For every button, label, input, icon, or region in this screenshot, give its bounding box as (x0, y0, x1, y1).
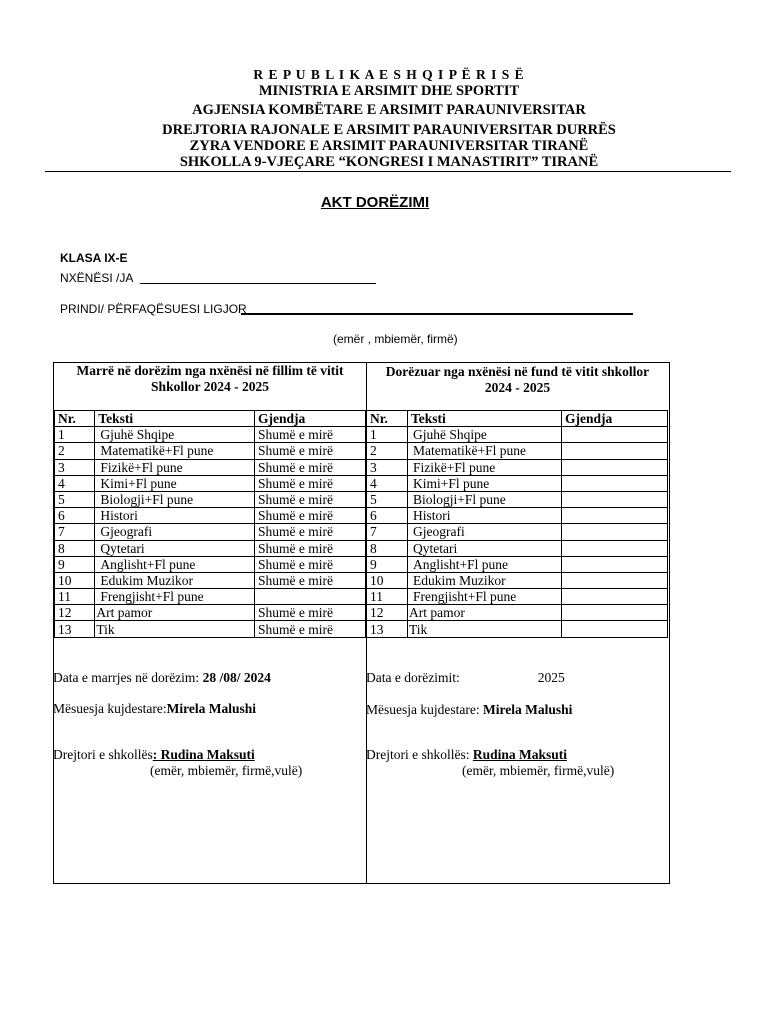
table-row (55, 556, 366, 572)
table-row (55, 427, 366, 443)
row-nr: 12 (367, 605, 408, 621)
row-text: Biologji+Fl pune (408, 491, 562, 507)
row-nr: 2 (55, 443, 95, 459)
col-state-header: Gjendja (562, 411, 668, 427)
table-row (55, 605, 366, 621)
row-state: Shumë e mirë (255, 459, 366, 475)
table-header-row (367, 411, 668, 427)
table-row (55, 459, 366, 475)
received-heading-line2: Shkollor 2024 - 2025 (151, 379, 269, 394)
returned-sign-hint: (emër, mbiemër, firmë,vulë) (462, 763, 615, 778)
row-text: Gjeografi (408, 524, 562, 540)
row-text: Edukim Muzikor (95, 572, 255, 588)
header-school: SHKOLLA 9-VJEÇARE “KONGRESI I MANASTIRIT” TIRANË (179, 154, 599, 170)
row-text: Fizikë+Fl pune (95, 459, 255, 475)
received-column (54, 363, 367, 883)
parent-name-field[interactable] (241, 313, 633, 315)
returned-column (366, 363, 669, 883)
row-state: Shumë e mirë (255, 443, 366, 459)
received-date-label: Data e marrjes në dorëzim: (53, 670, 203, 685)
returned-heading-line1: Dorëzuar nga nxënësi në fund të vitit shkollor (385, 364, 650, 379)
header-directorate: DREJTORIA RAJONALE E ARSIMIT PARAUNIVERSITAR DURRËS (162, 122, 616, 138)
col-nr-header: Nr. (367, 411, 408, 427)
returned-date-label: Data e dorëzimit: (366, 670, 460, 685)
row-nr: 8 (55, 540, 95, 556)
row-state[interactable] (562, 443, 668, 459)
row-text: Art pamor (95, 605, 255, 621)
received-date-value: 28 /08/ 2024 (202, 670, 271, 685)
received-date (53, 670, 271, 686)
table-row (55, 508, 366, 524)
table-row (55, 589, 366, 605)
received-sign-hint: (emër, mbiemër, firmë,vulë) (150, 763, 303, 778)
row-nr: 11 (367, 589, 408, 605)
row-text: Kimi+Fl pune (408, 475, 562, 491)
table-row (367, 508, 668, 524)
returned-director-label: Drejtori e shkollës: (366, 747, 473, 762)
row-text: Matematikë+Fl pune (408, 443, 562, 459)
row-nr: 5 (367, 491, 408, 507)
header-ministry: MINISTRIA E ARSIMIT DHE SPORTIT (258, 83, 520, 99)
row-text: Histori (408, 508, 562, 524)
row-state[interactable] (562, 621, 668, 637)
table-row (367, 427, 668, 443)
row-nr: 2 (367, 443, 408, 459)
row-nr: 11 (55, 589, 95, 605)
table-row (367, 621, 668, 637)
handover-box (53, 362, 670, 884)
received-teacher (53, 701, 256, 717)
header-office: ZYRA VENDORE E ARSIMIT PARAUNIVERSITAR TIRANË (189, 138, 589, 154)
table-header-row (55, 411, 366, 427)
table-row (55, 491, 366, 507)
table-row (55, 540, 366, 556)
col-text-header: Tekstі (95, 411, 255, 427)
table-row (367, 459, 668, 475)
row-text: Biologji+Fl pune (95, 491, 255, 507)
row-state: Shumë e mirë (255, 540, 366, 556)
row-state: Shumë e mirë (255, 572, 366, 588)
row-nr: 8 (367, 540, 408, 556)
received-director-name: : Rudina Maksuti (152, 747, 255, 762)
table-row (367, 475, 668, 491)
row-nr: 3 (367, 459, 408, 475)
table-row (55, 443, 366, 459)
row-text: Matematikë+Fl pune (95, 443, 255, 459)
row-text: Anglisht+Fl pune (95, 556, 255, 572)
row-nr: 9 (55, 556, 95, 572)
row-state[interactable] (562, 459, 668, 475)
col-state-header: Gjendja (255, 411, 366, 427)
row-text: Anglisht+Fl pune (408, 556, 562, 572)
row-text: Art pamor (408, 605, 562, 621)
row-nr: 7 (55, 524, 95, 540)
student-label: NXËNËSI /JA (60, 271, 134, 285)
row-state: Shumë e mirë (255, 427, 366, 443)
row-state: Shumë e mirë (255, 508, 366, 524)
table-row (367, 589, 668, 605)
row-state: Shumë e mirë (255, 491, 366, 507)
row-nr: 6 (55, 508, 95, 524)
returned-teacher-label: Mësuesja kujdestare: (366, 702, 483, 717)
row-nr: 4 (55, 475, 95, 491)
row-text: Kimi+Fl pune (95, 475, 255, 491)
row-nr: 6 (367, 508, 408, 524)
row-text: Gjuhë Shqipe (408, 427, 562, 443)
row-nr: 12 (55, 605, 95, 621)
row-text: Qytetari (408, 540, 562, 556)
row-state: Shumë e mirë (255, 524, 366, 540)
row-nr: 7 (367, 524, 408, 540)
row-state[interactable] (562, 427, 668, 443)
row-nr: 3 (55, 459, 95, 475)
row-state[interactable] (562, 556, 668, 572)
returned-date (366, 670, 565, 686)
row-state: Shumë e mirë (255, 556, 366, 572)
returned-teacher-name: Mirela Malushi (482, 702, 573, 717)
returned-director (366, 747, 567, 763)
row-state[interactable] (562, 605, 668, 621)
row-nr: 13 (367, 621, 408, 637)
table-row (55, 572, 366, 588)
row-nr: 13 (55, 621, 95, 637)
returned-date-value: 2025 (537, 670, 565, 685)
row-state: Shumë e mirë (255, 621, 366, 637)
row-nr: 9 (367, 556, 408, 572)
row-state[interactable] (562, 572, 668, 588)
row-text: Tik (95, 621, 255, 637)
row-state[interactable] (562, 508, 668, 524)
received-heading-line1: Marrë në dorëzim nga nxënësi në fillim të vitit (76, 363, 344, 378)
table-row (367, 443, 668, 459)
row-state: Shumë e mirë (255, 475, 366, 491)
header-republic: R E P U B L I K A E S H Q I P Ë R I S Ë (253, 67, 525, 82)
col-text-header: Teksti (408, 411, 562, 427)
document-title: AKT DORËZIMI (320, 194, 430, 211)
table-row (367, 605, 668, 621)
row-state (255, 589, 366, 605)
received-books-table (54, 410, 366, 638)
received-heading (54, 363, 366, 410)
row-nr: 5 (55, 491, 95, 507)
table-row (367, 524, 668, 540)
row-state[interactable] (562, 540, 668, 556)
row-text: Qytetari (95, 540, 255, 556)
received-director (53, 747, 255, 763)
row-text: Gjeografi (95, 524, 255, 540)
row-nr: 4 (367, 475, 408, 491)
col-nr-header: Nr. (55, 411, 95, 427)
table-row (55, 524, 366, 540)
returned-heading (366, 363, 669, 411)
received-director-label: Drejtori e shkollës (53, 747, 153, 762)
row-text: Fizikë+Fl pune (408, 459, 562, 475)
row-text: Frengjisht+Fl pune (408, 589, 562, 605)
received-teacher-label: Mësuesja kujdestare: (53, 701, 167, 716)
row-nr: 1 (55, 427, 95, 443)
row-state[interactable] (562, 589, 668, 605)
row-text: Frengjisht+Fl pune (95, 589, 255, 605)
table-row (55, 475, 366, 491)
parent-label: PRINDI/ PËRFAQËSUESI LIGJOR (60, 302, 247, 316)
row-nr: 10 (55, 572, 95, 588)
row-nr: 1 (367, 427, 408, 443)
returned-teacher (366, 702, 572, 718)
row-state: Shumë e mirë (255, 605, 366, 621)
row-text: Histori (95, 508, 255, 524)
table-row (367, 572, 668, 588)
returned-director-name: Rudina Maksuti (472, 747, 568, 762)
row-text: Edukim Muzikor (408, 572, 562, 588)
row-state[interactable] (562, 491, 668, 507)
table-row (367, 491, 668, 507)
row-state[interactable] (562, 475, 668, 491)
header-divider (45, 171, 731, 172)
row-text: Tik (408, 621, 562, 637)
table-row (367, 540, 668, 556)
header-agency: AGJENSIA KOMBËTARE E ARSIMIT PARAUNIVERSITAR (192, 102, 586, 118)
returned-heading-line2: 2024 - 2025 (484, 380, 551, 395)
row-state[interactable] (562, 524, 668, 540)
row-text: Gjuhë Shqipe (95, 427, 255, 443)
class-label: KLASA IX-E (60, 251, 128, 265)
student-name-field[interactable] (140, 283, 376, 284)
parent-signature-hint: (emër , mbiemër, firmë) (333, 332, 458, 346)
row-nr: 10 (367, 572, 408, 588)
table-row (55, 621, 366, 637)
returned-books-table (366, 410, 668, 638)
table-row (367, 556, 668, 572)
received-teacher-name: Mirela Malushi (166, 701, 256, 716)
